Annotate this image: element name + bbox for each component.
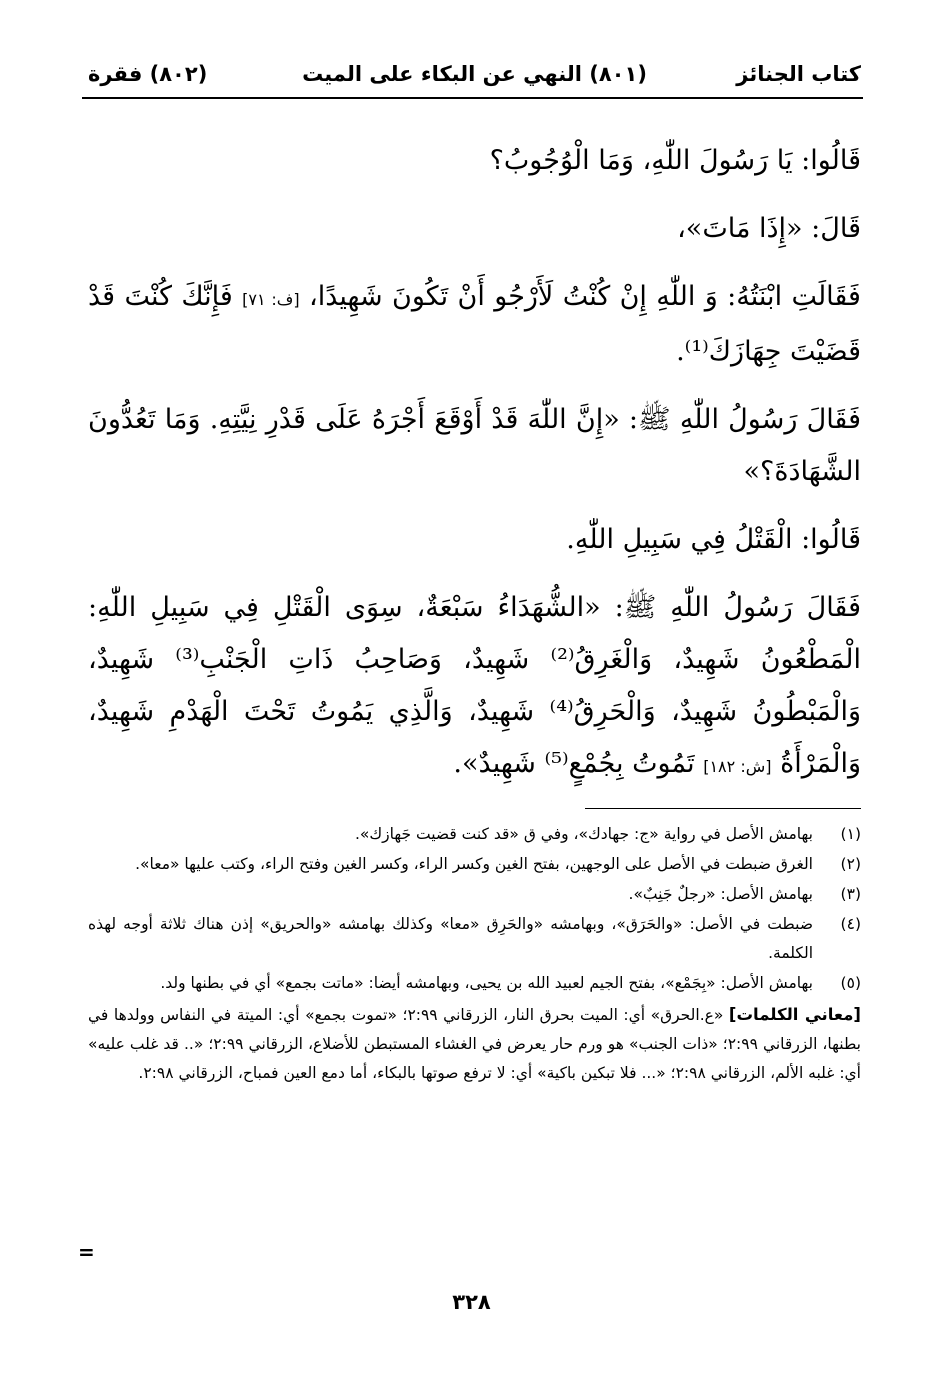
source-ref-sh: [ش: ١٨٢] [703,757,772,776]
running-header [88,58,861,94]
section-title: (٨٠١) النهي عن البكاء على الميت [302,62,647,86]
footnote [88,850,861,879]
footnote-number: (٤) [840,915,861,933]
header-rule [82,97,863,99]
footnote [88,969,861,998]
paragraph-5: قَالُوا: الْقَتْلُ فِي سَبِيلِ اللّٰهِ. [566,524,861,555]
footnote-number: (٣) [840,885,861,903]
footnote-number: (١) [840,825,861,843]
paragraph-6-start: فَقَالَ رَسُولُ اللّٰهِ ﷺ: «الشُّهَدَاءُ سَبْعَةٌ، سِوَى الْقَتْلِ فِي سَبِيلِ اللّٰهِ: الْمَطْعُونُ شَهِيدٌ، وَالْغَرِقُ⁽²⁾ شَهِيدٌ، وَصَاحِبُ ذَاتِ الْجَنْبِ⁽³⁾ شَهِيدٌ، وَالْمَبْطُونُ شَهِيدٌ، وَالْحَرِقُ⁽⁴⁾ شَهِيدٌ، وَالَّذِي يَمُوتُ تَحْتَ الْهَدْمِ شَهِيدٌ، وَالْمَرْأَةُ [88,592,861,779]
footnote-text: بهامش الأصل: «بِجَمْع»، بفتح الجيم لعبيد الله بن يحيى، وبهامشه أيضا: «ماتت بجمع» أي في بطنها ولد. [160,974,813,992]
glossary-label: [معاني الكلمات] [728,1005,861,1024]
source-ref-f: [ف: ٧١] [242,290,300,309]
continuation-mark: = [78,1240,95,1264]
paragraph-2: قَالَ: «إِذَا مَاتَ»، [677,213,861,244]
footnote-text: بهامش الأصل في رواية «ج: جهادك»، وفي ق «قد كنت قضيت جَهازك». [354,825,813,843]
paragraph-6-end: تَمُوتُ بِجُمْعٍ⁽⁵⁾ شَهِيدٌ». [453,748,695,779]
footnote-rule [585,808,861,809]
footnote [88,880,861,909]
glossary [88,1000,861,1088]
paragraph-3-end: فَإِنَّكَ كُنْتَ قَدْ قَضَيْتَ جِهَازَكَ⁽¹⁾. [88,281,861,367]
footnotes [88,820,861,1088]
paragraph-6 [88,582,861,793]
paragraph-4: فَقَالَ رَسُولُ اللّٰهِ ﷺ: «إِنَّ اللّٰهَ قَدْ أَوْقَعَ أَجْرَهُ عَلَى قَدْرِ نِيَّتِهِ. وَمَا تَعُدُّونَ الشَّهَادَةَ؟» [88,404,861,487]
footnote [88,910,861,968]
paragraph-3-start: فَقَالَتِ ابْنَتُهُ: وَ اللّٰهِ إِنْ كُنْتُ لَأَرْجُو أَنْ تَكُونَ شَهِيدًا، [309,281,861,312]
footnote-number: (٥) [840,974,861,992]
book-title: كتاب الجنائز [736,62,861,86]
paragraph-label: (٨٠٢) فقرة [88,62,208,86]
main-text [88,135,861,809]
footnote-text: بهامش الأصل: «رجلٌ جَنِبٌ». [628,885,813,903]
paragraph-3 [88,271,861,378]
glossary-text: «ع.الحرق» أي: الميت بحرق النار، الزرقاني ٢:٩٩؛ «تموت بجمع» أي: الميتة في النفاس وولدها في بطنها، الزرقاني ٢:٩٩؛ «ذات الجنب» هو ورم حار يعرض في الغشاء المستبطن للأضلاع، الزرقاني ٢:٩٩؛ «.. قد غلب عليه» أي: غلبه الألم، الزرقاني ٢:٩٨؛ «... فلا تبكين باكية» أي: لا ترفع صوتها بالبكاء، أما دمع العين فمباح، الزرقاني ٢:٩٨. [88,1006,862,1082]
footnote-number: (٢) [840,855,861,873]
footnote-text: ضبطت في الأصل: «والحَرَق»، وبهامشه «والحَرِق «معا» وكذلك بهامشه «والحريق» إذن هناك ثلاثة أوجه لهذه الكلمة. [88,915,813,962]
footnote [88,820,861,849]
footnote-text: الغرق ضبطت في الأصل على الوجهين، بفتح الغين وكسر الراء، وكسر الغين وفتح الراء، وكتب عليها «معا». [135,855,813,873]
paragraph-1: قَالُوا: يَا رَسُولَ اللّٰهِ، وَمَا الْوُجُوبُ؟ [489,145,861,176]
page-number: ٣٢٨ [452,1290,491,1314]
